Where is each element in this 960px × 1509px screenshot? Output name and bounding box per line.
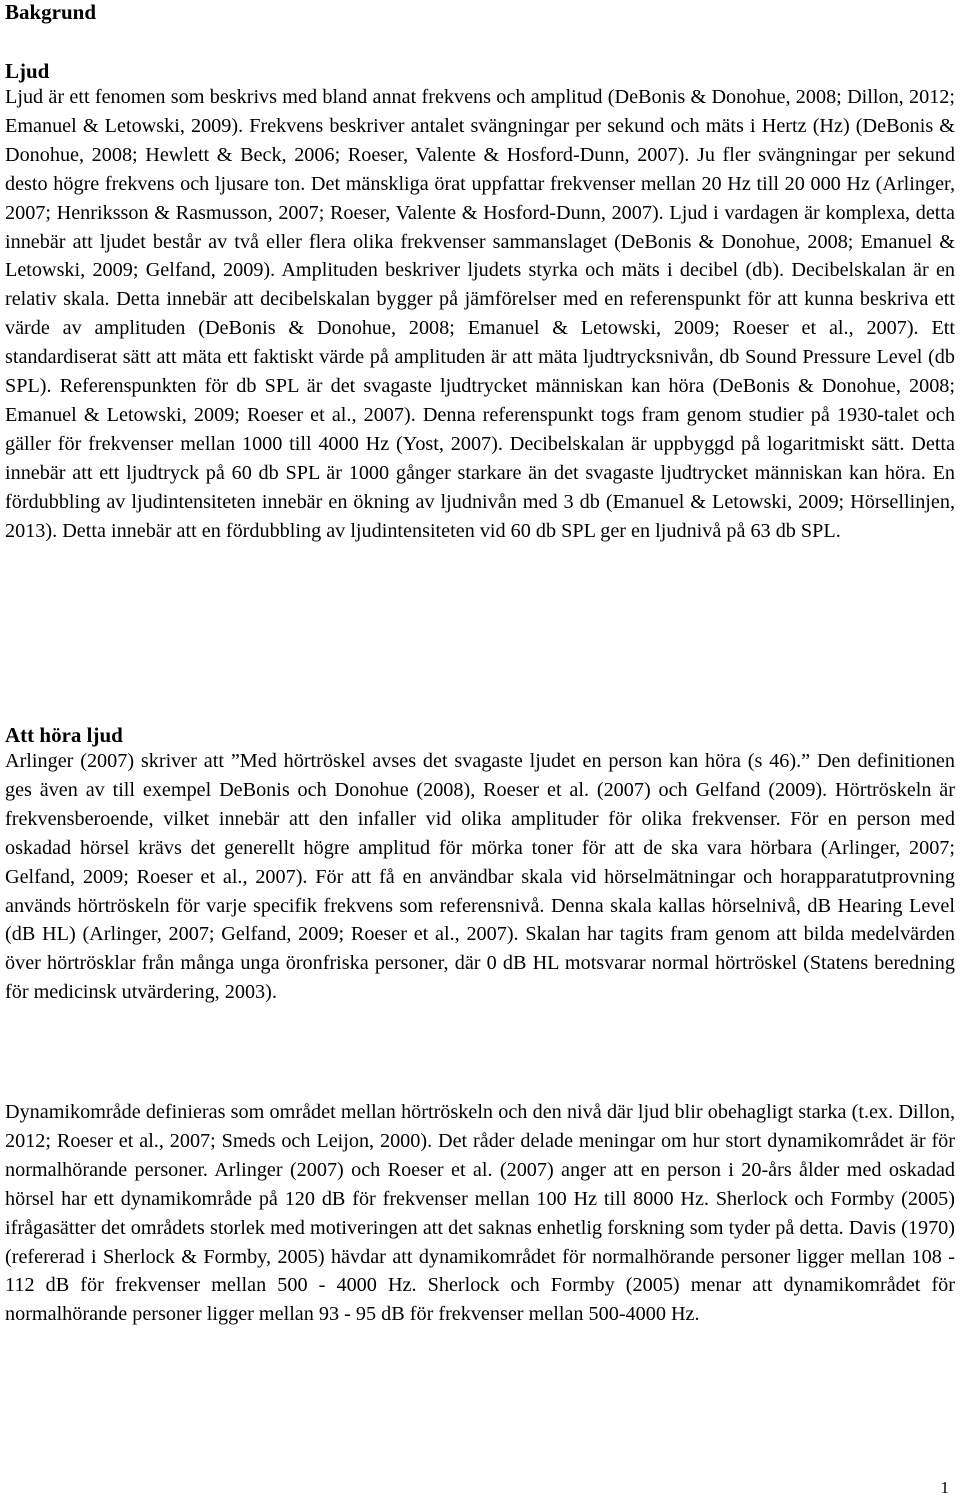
section-heading-ljud: Ljud: [5, 59, 50, 83]
section-ljud: [5, 59, 955, 546]
paragraph-ljud: Ljud är ett fenomen som beskrivs med bland annat frekvens och amplitud (DeBonis & Donohue, 2008; Dillon, 2012; Emanuel & Letowski, 2009). Frekvens beskriver antalet svängningar per sekund och mäts i Hertz (Hz) (DeBonis & Donohue, 2008; Hewlett & Beck, 2006; Roeser, Valente & Hosford-Dunn, 2007). Ju fler svängningar per sekund desto högre frekvens och ljusare ton. Det mänskliga örat uppfattar frekvenser mellan 20 Hz till 20 000 Hz (Arlinger, 2007; Henriksson & Rasmusson, 2007; Roeser, Valente & Hosford-Dunn, 2007). Ljud i vardagen är komplexa, detta innebär att ljudet består av två eller flera olika frekvenser sammanslaget (DeBonis & Donohue, 2008; Emanuel & Letowski, 2009; Gelfand, 2009). Amplituden beskriver ljudets styrka och mäts i decibel (db). Decibelskalan är en relativ skala. Detta innebär att decibelskalan bygger på jämförelser med en referenspunkt för att kunna beskriva ett värde av amplituden (DeBonis & Donohue, 2008; Emanuel & Letowski, 2009; Roeser et al., 2007). Ett standardiserat sätt att mäta ett faktiskt värde på amplituden är att mäta ljudtrycksnivån, db Sound Pressure Level (db SPL). Referenspunkten för db SPL är det svagaste ljudtrycket människan kan höra (DeBonis & Donohue, 2008; Emanuel & Letowski, 2009; Roeser et al., 2007). Denna referenspunkt togs fram genom studier på 1930-talet och gäller för frekvenser mellan 1000 till 4000 Hz (Yost, 2007). Decibelskalan är uppbyggd på logaritmiskt sätt. Detta innebär att ett ljudtryck på 60 db SPL är 1000 gånger starkare än det svagaste ljudtrycket människan kan höra. En fördubbling av ljudintensiteten innebär en ökning av ljudnivån med 3 db (Emanuel & Letowski, 2009; Hörsellinjen, 2013). Detta innebär att en fördubbling av ljudintensiteten vid 60 db SPL ger en ljudnivå på 63 db SPL.: [5, 86, 955, 542]
section-att-hora-ljud: [5, 723, 955, 1007]
chapter-heading: Bakgrund: [5, 0, 97, 24]
paragraph-hortroskel: Arlinger (2007) skriver att ”Med hörtröskel avses det svagaste ljudet en person kan höra (s 46).” Den definitionen ges även av till exempel DeBonis och Donohue (2008), Roeser et al. (2007) och Gelfand (2009). Hörtröskeln är frekvensberoende, vilket innebär att den infaller vid olika amplituder för olika frekvenser. För en person med oskadad hörsel krävs det generellt högre amplitud för mörka toner för att de ska vara hörbara (Arlinger, 2007; Gelfand, 2009; Roeser et al., 2007). För att få en användbar skala vid hörselmätningar och horapparatutprovning används hörtröskeln för varje specifik frekvens som referensnivå. Denna skala kallas hörselnivå, dB Hearing Level (dB HL) (Arlinger, 2007; Gelfand, 2009; Roeser et al., 2007). Skalan har tagits fram genom att bilda medelvärden över hörtrösklar från många unga öronfriska personer, där 0 dB HL motsvarar normal hörtröskel (Statens beredning för medicinsk utvärdering, 2003).: [5, 750, 955, 1004]
page-number: 1: [940, 1478, 949, 1497]
section-heading-att-hora-ljud: Att höra ljud: [5, 723, 123, 747]
paragraph-dynamikomrade: Dynamikområde definieras som området mellan hörtröskeln och den nivå där ljud blir obehagligt starka (t.ex. Dillon, 2012; Roeser et al., 2007; Smeds och Leijon, 2000). Det råder delade meningar om hur stort dynamikområdet är för normalhörande personer. Arlinger (2007) och Roeser et al. (2007) anger att en person i 20-års ålder med oskadad hörsel har ett dynamikområde på 120 dB för frekvenser mellan 100 Hz till 8000 Hz. Sherlock och Formby (2005) ifrågasätter det områdets storlek med motiveringen att det saknas enhetlig forskning som tyder på detta. Davis (1970) (refererad i Sherlock & Formby, 2005) hävdar att dynamikområdet för normalhörande personer ligger mellan 108 - 112 dB för frekvenser mellan 500 - 4000 Hz. Sherlock och Formby (2005) menar att dynamikområdet för normalhörande personer ligger mellan 93 - 95 dB för frekvenser mellan 500-4000 Hz.: [5, 1101, 955, 1326]
